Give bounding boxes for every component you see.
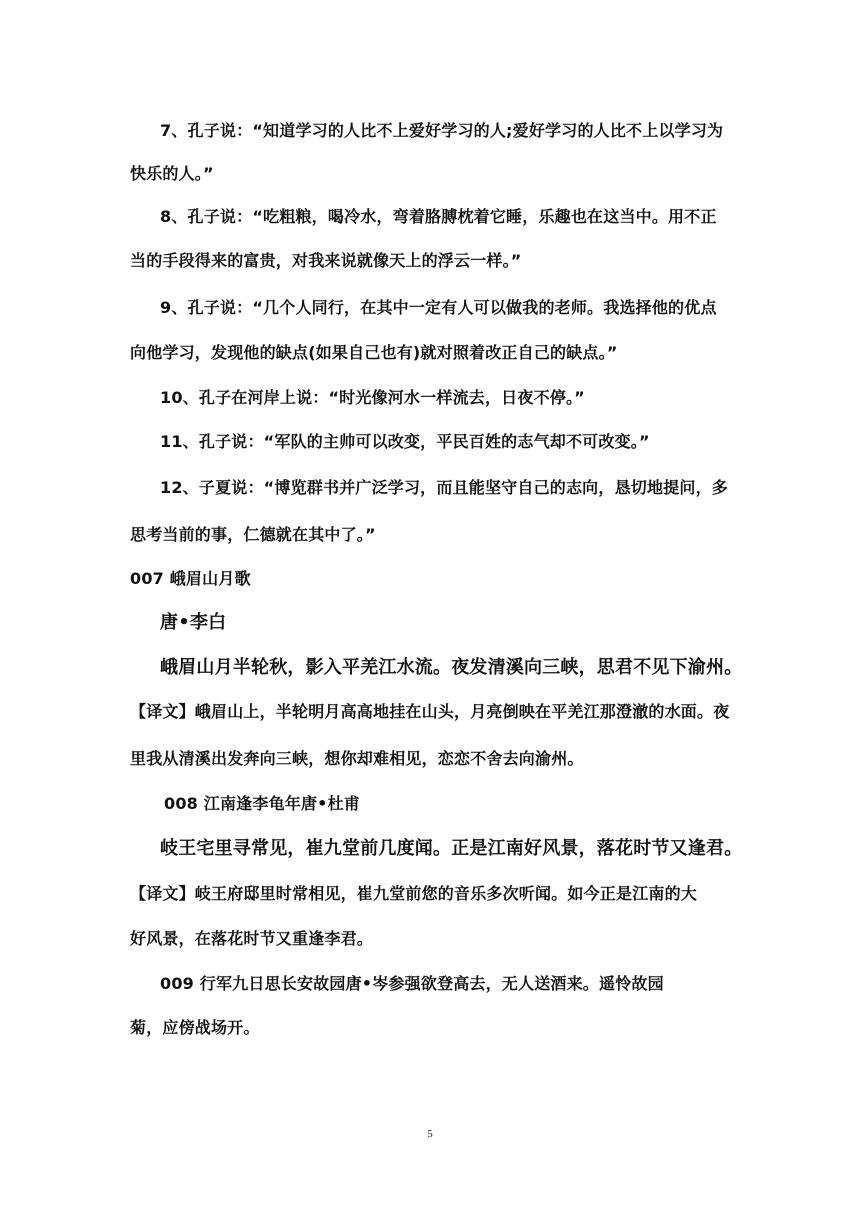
text-line: 8、孔子说：“吃粗粮，喝冷水，弯着胳膊枕着它睡，乐趣也在这当中。用不正: [160, 207, 717, 226]
translation-line: 【译文】峨眉山上，半轮明月高高地挂在山头，月亮倒映在平羌江那澄澈的水面。夜: [130, 702, 730, 721]
text-line: 10、孔子在河岸上说：“时光像河水一样流去，日夜不停。”: [160, 388, 585, 407]
section-heading: 007 峨眉山月歌: [130, 569, 251, 588]
text-line: 思考当前的事，仁德就在其中了。”: [130, 525, 376, 544]
text-line: 当的手段得来的富贵，对我来说就像天上的浮云一样。”: [130, 251, 522, 270]
translation-line: 好风景，在落花时节又重逢李君。: [130, 929, 374, 948]
text-line: 菊，应傍战场开。: [130, 1018, 260, 1037]
text-line: 11、孔子说：“军队的主帅可以改变，平民百姓的志气却不可改变。”: [160, 432, 650, 451]
page-number: 5: [427, 1128, 433, 1140]
text-line: 7、孔子说：“知道学习的人比不上爱好学习的人;爱好学习的人比不上以学习为: [160, 121, 724, 140]
text-line: 9、孔子说：“几个人同行，在其中一定有人可以做我的老师。我选择他的优点: [160, 298, 717, 317]
poem-text: 峨眉山月半轮秋，影入平羌江水流。夜发清溪向三峡，思君不见下渝州。: [160, 657, 743, 678]
section-heading: 008 江南逢李龟年唐•杜甫: [164, 794, 360, 813]
section-heading: 009 行军九日思长安故园唐•岑参强欲登高去，无人送酒来。遥怜故园: [160, 974, 664, 993]
poem-text: 岐王宅里寻常见，崔九堂前几度闻。正是江南好风景，落花时节又逢君。: [160, 838, 743, 859]
translation-line: 里我从清溪出发奔向三峡，想你却难相见，恋恋不舍去向渝州。: [130, 749, 584, 768]
text-line: 12、子夏说：“博览群书并广泛学习，而且能坚守自己的志向，恳切地提问，多: [160, 478, 728, 497]
text-line: 快乐的人。”: [130, 164, 214, 183]
translation-line: 【译文】岐王府邸里时常相见，崔九堂前您的音乐多次听闻。如今正是江南的大: [130, 884, 698, 903]
text-line: 向他学习，发现他的缺点(如果自己也有)就对照着改正自己的缺点。”: [130, 343, 618, 362]
poem-author: 唐•李白: [160, 612, 227, 633]
